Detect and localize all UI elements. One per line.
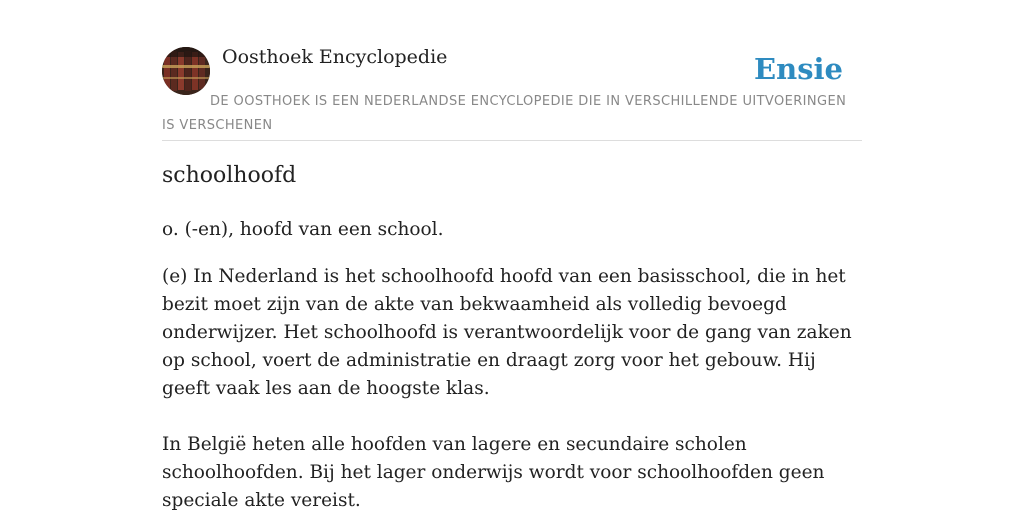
site-title[interactable]: Oosthoek Encyclopedie — [222, 46, 448, 68]
site-tagline: DE OOSTHOEK IS EEN NEDERLANDSE ENCYCLOPEDIE DIE IN VERSCHILLENDE UITVOERINGEN IS VERSCHENEN — [162, 94, 847, 133]
entry-paragraph: In België heten alle hoofden van lagere en secundaire scholen schoolhoofden. Bij het lager onderwijs wordt voor schoolhoofden geen speciale akte vereist. — [162, 434, 825, 511]
encyclopedia-books-icon[interactable] — [162, 47, 210, 95]
site-header — [162, 0, 862, 141]
entry-title: schoolhoofd — [162, 163, 297, 188]
entry-paragraph: o. (-en), hoofd van een school. — [162, 219, 444, 240]
page-container — [162, 0, 862, 511]
brand-logo-link[interactable]: Ensie — [754, 52, 843, 86]
entry-paragraph: (e) In Nederland is het schoolhoofd hoofd van een basisschool, die in het bezit moet zijn van de akte van bekwaamheid als volledig bevoegd onderwijzer. Het schoolhoofd is verantwoordelijk voor de gang van zaken op school, voert de administratie en draagt zorg voor het gebouw. Hij geeft vaak les aan de hoogste klas. — [162, 266, 852, 399]
